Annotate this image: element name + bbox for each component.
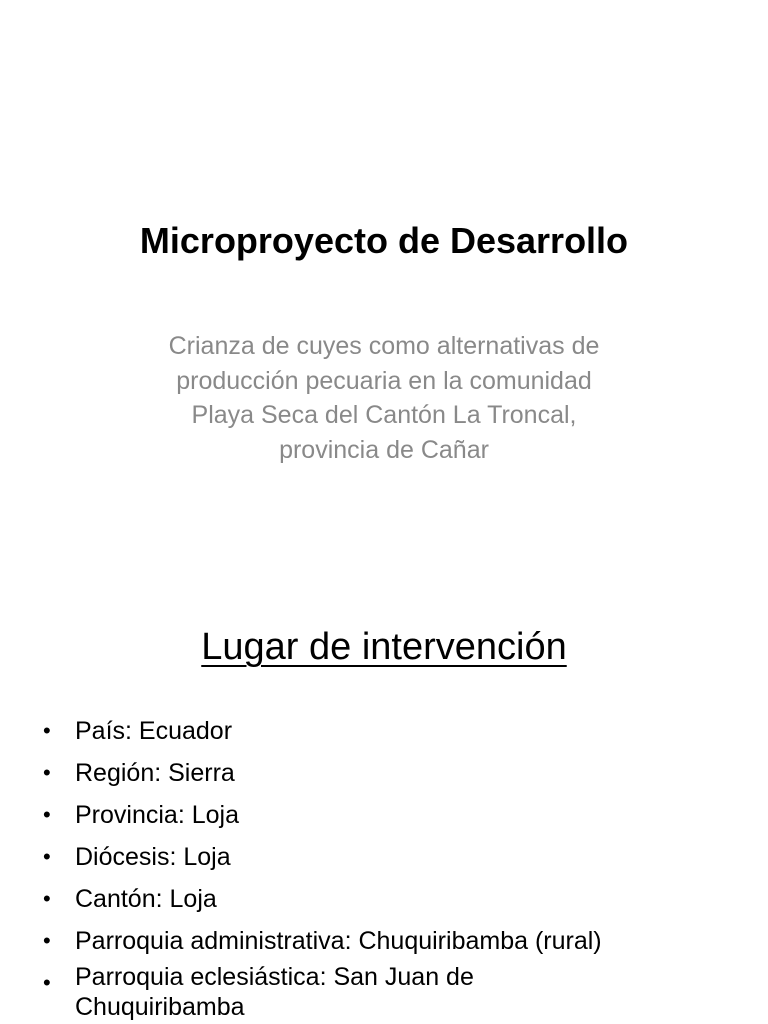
subtitle-line: Crianza de cuyes como alternativas de	[168, 332, 600, 360]
bullet-icon: •	[43, 970, 51, 995]
list-item-text: Provincia: Loja	[75, 801, 239, 829]
list-item	[40, 920, 740, 962]
list-item	[40, 836, 740, 878]
bullet-icon: •	[43, 928, 51, 953]
bullet-icon: •	[43, 886, 51, 911]
bullet-icon: •	[43, 802, 51, 827]
subtitle-line: Playa Seca del Cantón La Troncal,	[191, 401, 577, 429]
location-list	[40, 710, 740, 1022]
list-item	[40, 962, 740, 1022]
slide-subtitle	[84, 329, 684, 467]
list-item-text: Chuquiribamba	[75, 993, 245, 1021]
slide-location	[0, 576, 768, 1024]
bullet-icon: •	[43, 844, 51, 869]
list-item-text: Parroquia administrativa: Chuquiribamba (rural)	[75, 927, 602, 955]
list-item-text: Diócesis: Loja	[75, 843, 231, 871]
slide-location-heading: Lugar de intervención	[201, 626, 567, 668]
bullet-icon: •	[43, 718, 51, 743]
list-item-text: Cantón: Loja	[75, 885, 217, 913]
subtitle-line: producción pecuaria en la comunidad	[176, 366, 592, 395]
list-item	[40, 878, 740, 920]
subtitle-line: provincia de Cañar	[279, 435, 489, 464]
list-item-text: Parroquia eclesiástica: San Juan de	[75, 963, 474, 991]
list-item	[40, 710, 740, 752]
slide-title-heading: Microproyecto de Desarrollo	[139, 220, 629, 261]
bullet-icon: •	[43, 760, 51, 785]
list-item-text: País: Ecuador	[75, 717, 233, 745]
list-item	[40, 794, 740, 836]
list-item-text: Región: Sierra	[75, 759, 235, 787]
list-item	[40, 752, 740, 794]
